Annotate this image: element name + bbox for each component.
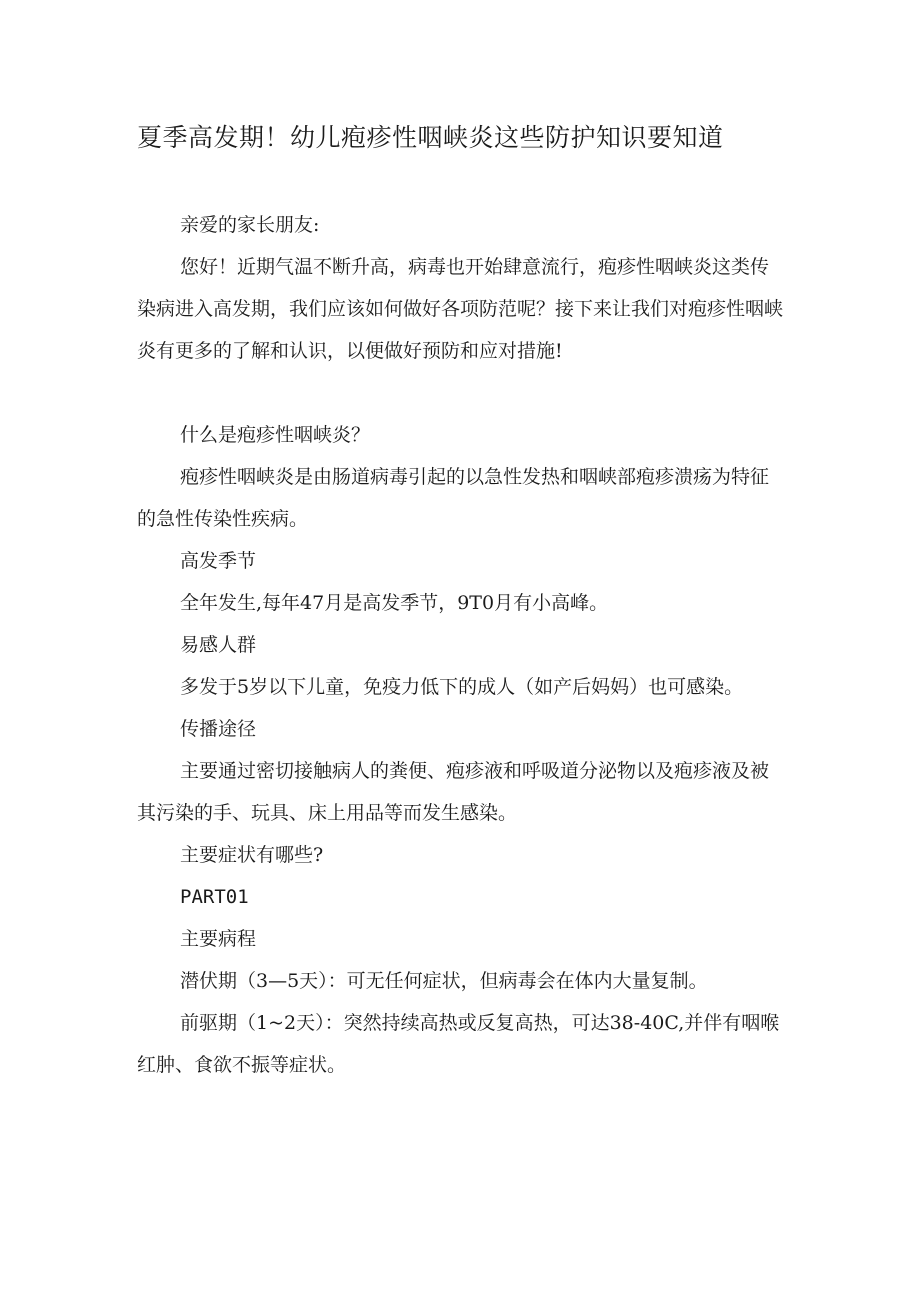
intro-paragraph: 您好！近期气温不断升高，病毒也开始肆意流行，疱疹性咽峡炎这类传染病进入高发期，我们应该如何做好各项防范呢？接下来让我们对疱疹性咽峡炎有更多的了解和认识，以便做好预防和应对措施!	[137, 256, 784, 362]
section-heading-season: 高发季节	[180, 550, 257, 572]
section-heading-course: 主要病程	[180, 928, 257, 950]
section-text-people: 多发于5岁以下儿童，免疫力低下的成人（如产后妈妈）也可感染。	[180, 676, 744, 698]
document-body	[137, 204, 787, 1086]
section-heading-symptoms: 主要症状有哪些?	[180, 844, 324, 866]
section-text-season: 全年发生,每年47月是高发季节，9T0月有小高峰。	[180, 592, 609, 614]
greeting: 亲爱的家长朋友:	[180, 214, 320, 236]
incubation-text: 潜伏期（3—5天）：可无任何症状，但病毒会在体内大量复制。	[180, 970, 708, 992]
part-label: PART01	[180, 886, 249, 908]
section-heading-what: 什么是疱疹性咽峡炎？	[180, 424, 371, 446]
section-text-route: 主要通过密切接触病人的粪便、疱疹液和呼吸道分泌物以及疱疹液及被其污染的手、玩具、床上用品等而发生感染。	[137, 760, 770, 824]
section-heading-people: 易感人群	[180, 634, 257, 656]
spacer	[137, 372, 787, 414]
prodromal-text: 前驱期（1~2天）：突然持续高热或反复高热，可达38-40C,并伴有咽喉红肿、食欲不振等症状。	[137, 1012, 780, 1076]
page-title: 夏季高发期！幼儿疱疹性咽峡炎这些防护知识要知道	[137, 123, 724, 152]
section-text-what: 疱疹性咽峡炎是由肠道病毒引起的以急性发热和咽峡部疱疹溃疡为特征的急性传染性疾病。	[137, 466, 770, 530]
section-heading-route: 传播途径	[180, 718, 257, 740]
